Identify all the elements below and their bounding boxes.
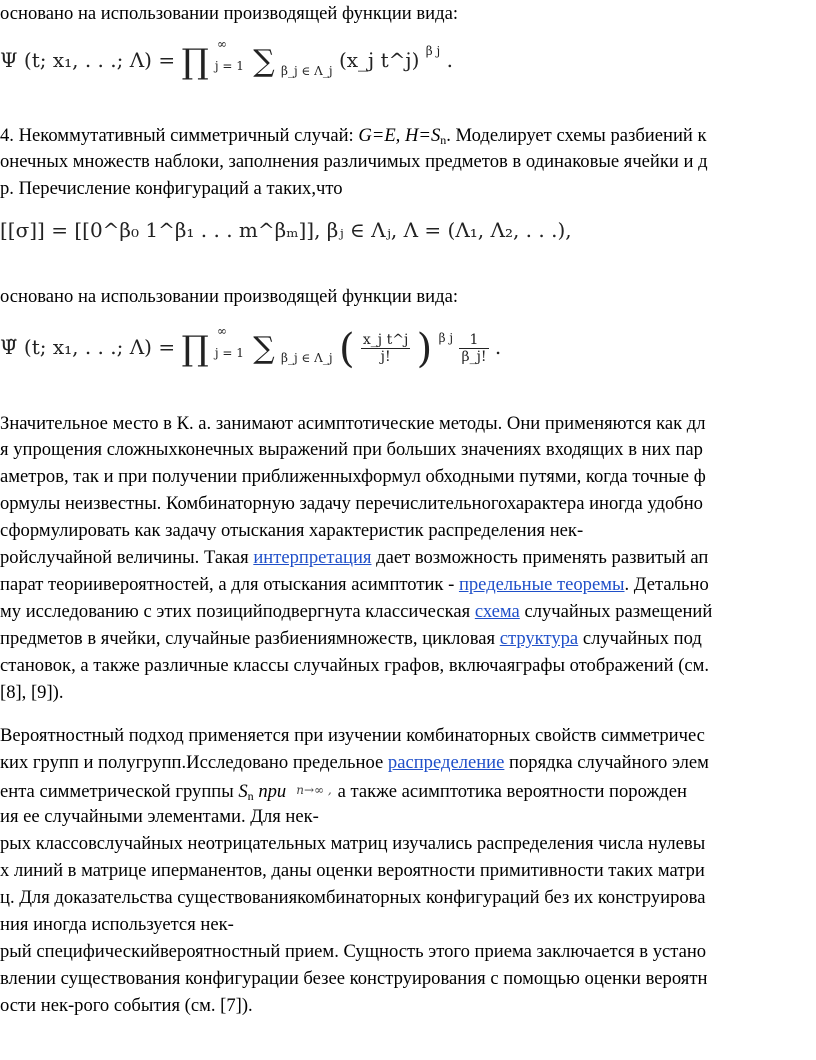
text-line: становок, а также различные классы случайных графов, включаяграфы отображений (см.	[0, 655, 710, 676]
fraction-one-over-beta	[459, 332, 488, 365]
product-limits	[214, 37, 247, 73]
formula-configuration	[0, 218, 572, 258]
subscript-n: n	[440, 133, 447, 147]
text-line: ормулы неизвестны. Комбинаторную задачу перечислительногохарактера иногда удобно	[0, 493, 703, 514]
text-line	[0, 627, 816, 651]
formula-period: .	[446, 48, 453, 72]
formula-term: (x_j t^j)	[338, 48, 420, 72]
formula-exponential-generating-function	[0, 326, 501, 388]
product-lower: j = 1	[214, 346, 244, 360]
product-symbol: ∏	[181, 42, 209, 82]
fraction-numerator: 1	[459, 332, 488, 349]
fraction-denominator: β_j!	[461, 349, 487, 365]
limit-n-infinity: n→∞ ,	[296, 783, 332, 797]
formula-exponent: β j	[425, 44, 441, 58]
text-line: ия ее случайными элементами. Для нек-	[0, 806, 319, 827]
text-line: онечных множеств наблоки, заполнения различимых предметов в одинаковые ячейки и д	[0, 151, 708, 172]
text-run: ройслучайной величины. Такая	[0, 547, 254, 568]
text-line	[0, 546, 816, 570]
text-run: случайных под	[578, 628, 702, 649]
text-line	[0, 751, 816, 775]
left-paren: (	[338, 326, 355, 372]
text-run: . Моделирует схемы разбиений к	[446, 125, 707, 146]
text-line: аметров, так и при получении приближенныхформул обходными путями, когда точные ф	[0, 466, 706, 487]
text-line	[0, 573, 816, 597]
formula-generating-function	[0, 37, 453, 92]
formula-lhs: Ψ (t; x₁, . . .; Λ) =	[0, 48, 182, 72]
text-run: а также асимптотика вероятности порожден	[337, 781, 687, 802]
text-line: рых классовслучайных неотрицательных матриц изучались распределения числа нулевы	[0, 833, 706, 854]
text-line: рый специфическийвероятностный прием. Сущность этого приема заключается в устано	[0, 941, 707, 962]
text-line: х линий в матрице иперманентов, даны оценки вероятности примитивности таких матри	[0, 860, 705, 881]
text-line: ц. Для доказательства существованиякомбинаторных конфигураций без их конструирова	[0, 887, 706, 908]
fraction-numerator: x_j t^j	[362, 332, 409, 348]
text-line: основано на использовании производящей функции вида:	[0, 3, 458, 24]
link-interpretation[interactable]: интерпретация	[253, 547, 372, 568]
text-run: му исследованию с этих позицийподвергнута классическая	[0, 601, 475, 622]
link-structure[interactable]: структура	[499, 628, 579, 649]
text-line: Значительное место в К. а. занимают асимптотические методы. Они применяются как дл	[0, 413, 706, 434]
text-line: [8], [9]).	[0, 682, 64, 703]
italic-groups: G=E, H=S	[358, 125, 441, 146]
subscript-n: n	[247, 789, 254, 803]
text-line: сформулировать как задачу отыскания характеристик распределения нек-	[0, 520, 584, 541]
text-run: предметов в ячейки, случайные разбиениямножеств, цикловая	[0, 628, 500, 649]
text-run: порядка случайного элем	[504, 752, 709, 773]
link-limit-theorems[interactable]: предельные теоремы	[458, 574, 625, 595]
sum-symbol: ∑	[253, 44, 275, 79]
text-line	[0, 600, 816, 624]
text-run: . Детально	[624, 574, 709, 595]
text-line: Вероятностный подход применяется при изучении комбинаторных свойств симметричес	[0, 725, 705, 746]
italic-pri: при	[253, 781, 287, 802]
product-upper: ∞	[216, 324, 227, 338]
sum-subscript: β_j ∈ Λ_j	[281, 64, 333, 78]
fraction-denominator: j!	[380, 349, 391, 365]
italic-s: S	[238, 781, 248, 802]
text-line: влении существования конфигурации безее конструирования с помощью оценки вероятн	[0, 968, 708, 989]
fraction-x-over-jfact	[361, 332, 410, 365]
item-number-text: 4. Некоммутативный симметричный случай:	[0, 125, 359, 146]
text-run: случайных размещений	[519, 601, 713, 622]
text-line: я упрощения сложныхконечных выражений при больших значениях входящих в них пар	[0, 439, 703, 460]
text-run: ких групп и полугрупп.Исследовано предельное	[0, 752, 388, 773]
link-scheme[interactable]: схема	[474, 601, 520, 622]
sum-subscript: β_j ∈ Λ_j	[281, 351, 333, 365]
text-line	[0, 124, 816, 148]
product-limits	[214, 324, 247, 360]
formula-period: .	[494, 335, 502, 359]
text-run: парат теориивероятностей, а для отыскания асимптотик -	[0, 574, 459, 595]
text-run: дает возможность применять развитый ап	[371, 547, 709, 568]
text-line: основано на использовании производящей функции вида:	[0, 286, 458, 307]
product-upper: ∞	[216, 37, 227, 51]
product-symbol: ∏	[181, 329, 209, 369]
text-line: р. Перечисление конфигураций а таких,что	[0, 178, 343, 199]
text-line: ния иногда используется нек-	[0, 914, 234, 935]
formula-lhs: Ψ̃ (t; x₁, . . .; Λ) =	[0, 335, 182, 359]
text-run: ента симметрической группы	[0, 781, 239, 802]
product-lower: j = 1	[214, 59, 244, 73]
formula-config-text: [[σ]] = [[0^β₀ 1^β₁ . . . m^βₘ]], βⱼ ∈ Λⱼ, Λ = (Λ₁, Λ₂, . . .),	[0, 218, 572, 242]
formula-exponent: β j	[438, 331, 454, 345]
link-distribution[interactable]: распределение	[387, 752, 505, 773]
right-paren: )	[416, 326, 433, 372]
sum-symbol: ∑	[253, 331, 275, 366]
text-line: ости нек-рого события (см. [7]).	[0, 995, 253, 1016]
text-line	[0, 778, 816, 804]
